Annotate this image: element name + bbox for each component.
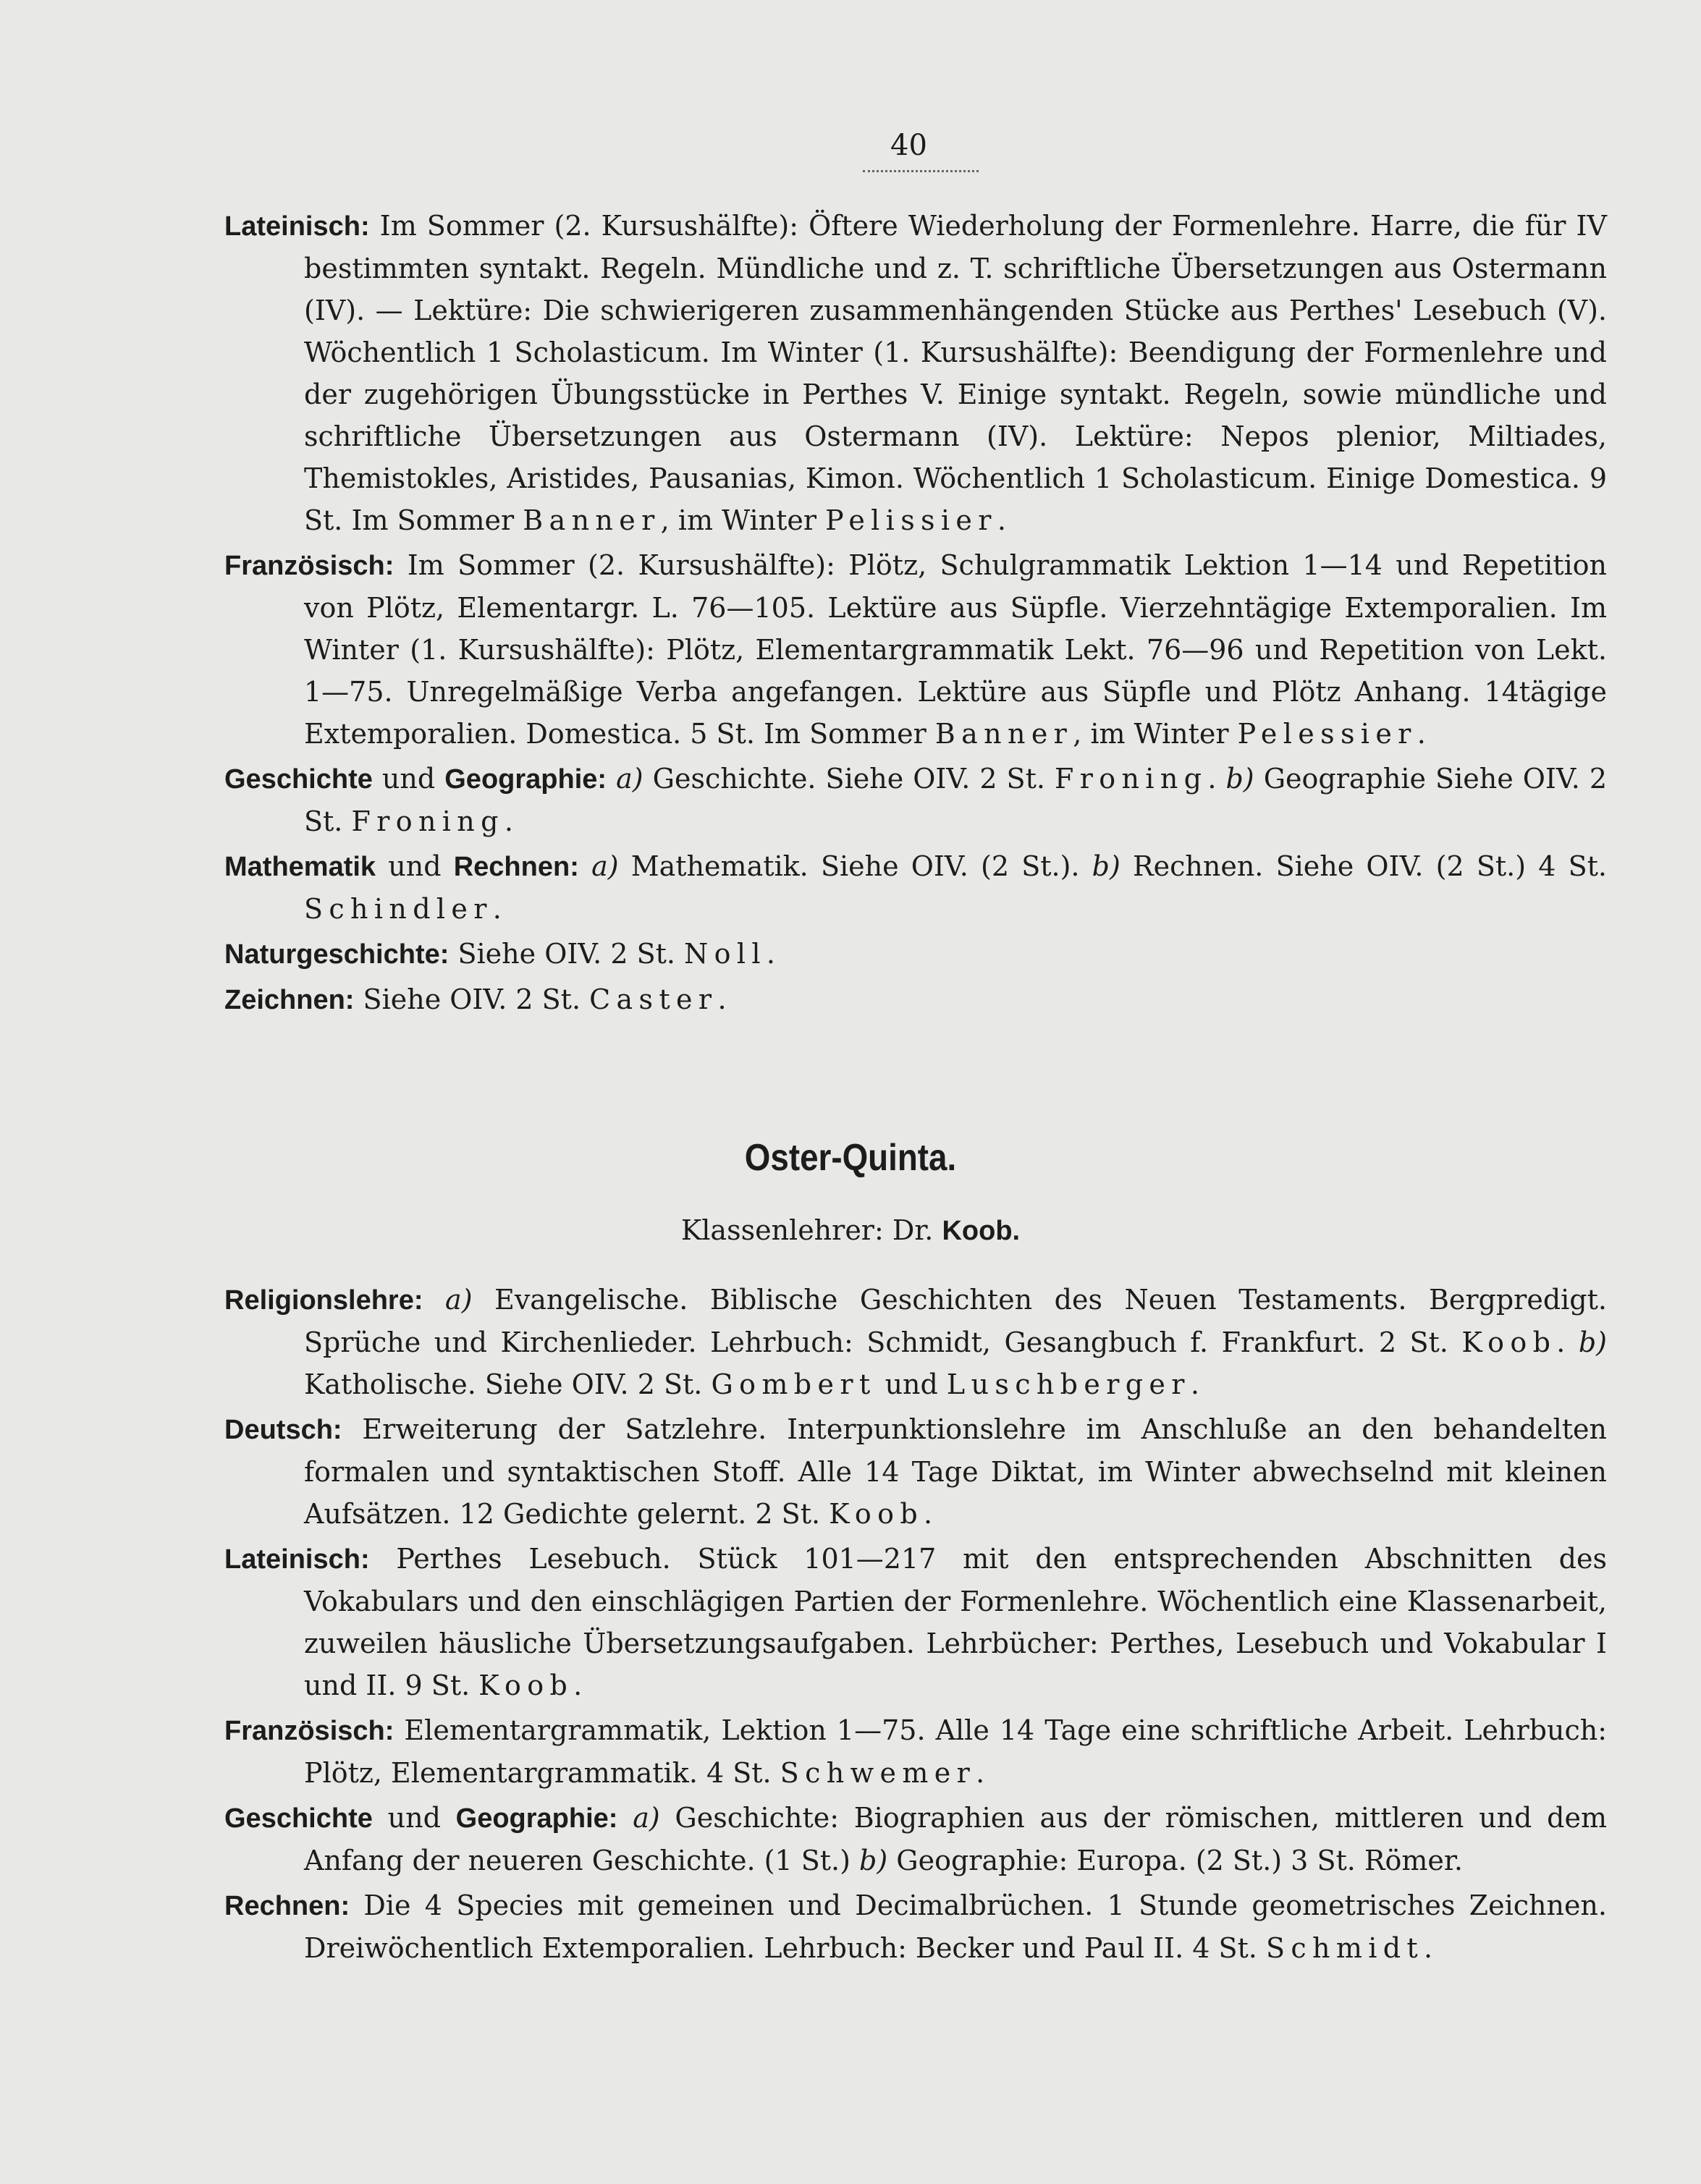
subject-entry	[224, 1709, 1607, 1794]
entry-text: , im Winter	[1073, 718, 1238, 750]
entry-text: .	[766, 938, 776, 970]
entry-text: .	[924, 1498, 933, 1530]
entry-text: .	[1424, 1932, 1433, 1964]
item-marker: b)	[1092, 850, 1120, 882]
teacher-name: Koob	[829, 1498, 924, 1530]
entry-text: Mathematik. Siehe OIV. (2 St.).	[618, 850, 1092, 882]
entry-text: Geographie: Europa. (2 St.) 3 St. Römer.	[887, 1845, 1463, 1876]
entry-text: Rechnen. Siehe OIV. (2 St.) 4 St.	[1120, 850, 1607, 882]
item-marker: b)	[859, 1845, 888, 1876]
teacher-name: Banner	[523, 504, 661, 536]
entry-text: Katholische. Siehe OIV. 2 St.	[304, 1368, 712, 1400]
subject-entry	[224, 1408, 1607, 1535]
subject-entry	[224, 205, 1607, 541]
teacher-name: Caster	[589, 983, 718, 1015]
entry-text: .	[997, 504, 1006, 536]
subject-entry	[224, 845, 1607, 930]
entry-text: Elementargrammatik, Lektion 1—75. Alle 14 Tage eine schriftliche Arbeit. Lehrbuch: Plötz, Elementargrammatik. 4 St.	[304, 1714, 1607, 1789]
subject-entry	[224, 758, 1607, 842]
teacher-name: Schwemer	[780, 1757, 976, 1789]
subject-entry	[224, 544, 1607, 755]
subject-label: Lateinisch:	[224, 211, 370, 242]
subject-label-second: Rechnen:	[453, 852, 579, 882]
entry-text: Geschichte. Siehe OIV. 2 St.	[643, 763, 1055, 795]
teacher-name: Schindler	[304, 893, 493, 925]
entry-text: .	[1556, 1326, 1579, 1358]
entry-text: .	[1190, 1368, 1199, 1400]
item-marker: a)	[633, 1802, 660, 1834]
entry-text: , im Winter	[660, 504, 826, 536]
entry-text: Im Sommer (2. Kursushälfte): Plötz, Schulgrammatik Lektion 1—14 und Repetition von Plötz, Elementargr. L. 76—105. Lektüre aus Süpfle. Vierzehntägige Extemporalien. Im Winter (1. Kursushälfte): Plötz, Elementargrammatik Lekt. 76—96 und Repetition von Lekt. 1—75. Unregelmäßige Verba angefangen. Lektüre aus Süpfle und Plötz Anhang. 14tägige Extemporalien. Domestica. 5 St. Im Sommer	[304, 549, 1607, 750]
teacher-name: Gombert	[711, 1368, 877, 1400]
entry-text: .	[1417, 718, 1426, 750]
subject-label: Mathematik	[224, 852, 376, 882]
entry-text	[617, 1802, 633, 1834]
subject-label: Naturgeschichte:	[224, 939, 449, 970]
entry-text: Siehe OIV. 2 St.	[449, 938, 685, 970]
item-marker: b)	[1225, 763, 1254, 795]
entry-text: .	[492, 893, 502, 925]
lower-section	[224, 1279, 1607, 1969]
teacher-name: Koob	[478, 1669, 574, 1701]
entry-text: .	[573, 1669, 583, 1701]
subject-entry	[224, 978, 1607, 1021]
subject-connector: und	[376, 850, 454, 882]
entry-text: Geographie Siehe OIV. 2 St.	[304, 763, 1607, 837]
section-title: Oster-Quinta.	[744, 1137, 957, 1179]
entry-text: .	[1207, 763, 1226, 795]
item-marker: b)	[1578, 1326, 1607, 1358]
page-number: 40	[890, 129, 927, 162]
teacher-name: Luschberger	[946, 1368, 1191, 1400]
item-marker: a)	[616, 763, 643, 795]
subject-label: Französisch:	[224, 1716, 394, 1746]
subject-label: Geschichte	[224, 764, 373, 795]
subject-label: Geschichte	[224, 1803, 373, 1834]
class-teacher-name: Koob.	[942, 1216, 1021, 1246]
teacher-name: Banner	[934, 718, 1073, 750]
class-teacher	[0, 1214, 1701, 1247]
subject-label: Religionslehre:	[224, 1285, 423, 1316]
teacher-name: Schmidt	[1265, 1932, 1424, 1964]
subject-entry	[224, 1279, 1607, 1405]
subject-label: Rechnen:	[224, 1891, 350, 1921]
entry-text: Im Sommer (2. Kursushälfte): Öftere Wiederholung der Formenlehre. Harre, die für IV bestimmten syntakt. Regeln. Mündliche und z. T. schriftliche Übersetzungen aus Ostermann (IV). — Lektüre: Die schwierigeren zusammenhängenden Stücke aus Perthes' Lesebuch (V). Wöchentlich 1 Scholasticum. Im Winter (1. Kursushälfte): Beendigung der Formenlehre und der zugehörigen Übungsstücke in Perthes V. Einige syntakt. Regeln, sowie mündliche und schriftliche Übersetzungen aus Ostermann (IV). Lektüre: Nepos plenior, Miltiades, Themistokles, Aristides, Pausanias, Kimon. Wöchentlich 1 Scholasticum. Einige Domestica. 9 St. Im Sommer	[304, 210, 1607, 536]
entry-text: Siehe OIV. 2 St.	[354, 983, 590, 1015]
entry-text: Perthes Lesebuch. Stück 101—217 mit den entsprechenden Abschnitten des Vokabulars und den einschlägigen Partien der Formenlehre. Wöchentlich eine Klassenarbeit, zuweilen häusliche Übersetzungsaufgaben. Lehrbücher: Perthes, Lesebuch und Vokabular I und II. 9 St.	[304, 1543, 1607, 1701]
teacher-name: Noll	[684, 938, 767, 970]
subject-entry	[224, 933, 1607, 975]
entry-text: .	[976, 1757, 985, 1789]
entry-text: Erweiterung der Satzlehre. Interpunktionslehre im Anschluße an den behandelten formalen und syntaktischen Stoff. Alle 14 Tage Diktat, im Winter abwechselnd mit kleinen Aufsätzen. 12 Gedichte gelernt. 2 St.	[304, 1413, 1607, 1530]
page-number-underline	[863, 166, 979, 172]
entry-text: Geschichte: Biographien aus der römischen, mittleren und dem Anfang der neueren Geschichte. (1 St.)	[304, 1802, 1607, 1876]
entry-text: Evangelische. Biblische Geschichten des Neuen Testaments. Bergpredigt. Sprüche und Kirchenlieder. Lehrbuch: Schmidt, Gesangbuch f. Frankfurt. 2 St.	[304, 1284, 1607, 1358]
teacher-name: Froning	[1054, 763, 1208, 795]
entry-text: Die 4 Species mit gemeinen und Decimalbrüchen. 1 Stunde geometrisches Zeichnen. Dreiwöchentlich Extemporalien. Lehrbuch: Becker und Paul II. 4 St.	[304, 1889, 1607, 1964]
teacher-name: Koob	[1461, 1326, 1557, 1358]
subject-entry	[224, 1797, 1607, 1882]
entry-text: .	[717, 983, 727, 1015]
subject-label: Zeichnen:	[224, 985, 355, 1015]
upper-section	[224, 205, 1607, 1021]
subject-label: Lateinisch:	[224, 1544, 370, 1575]
entry-text: .	[504, 805, 513, 837]
subject-label-second: Geographie:	[455, 1803, 618, 1834]
teacher-name: Pelissier	[825, 504, 997, 536]
subject-label: Deutsch:	[224, 1415, 342, 1445]
item-marker: a)	[445, 1284, 473, 1316]
entry-text: und	[876, 1368, 947, 1400]
subject-label: Französisch:	[224, 551, 394, 581]
entry-text	[579, 850, 591, 882]
entry-text	[423, 1284, 446, 1316]
subject-connector: und	[372, 763, 445, 795]
class-teacher-prefix: Klassenlehrer: Dr.	[680, 1214, 942, 1246]
teacher-name: Pelessier	[1237, 718, 1417, 750]
item-marker: a)	[591, 850, 619, 882]
teacher-name: Froning	[351, 805, 505, 837]
entry-text	[607, 763, 616, 795]
subject-entry	[224, 1538, 1607, 1706]
subject-entry	[224, 1884, 1607, 1969]
subject-label-second: Geographie:	[444, 764, 607, 795]
subject-connector: und	[372, 1802, 456, 1834]
